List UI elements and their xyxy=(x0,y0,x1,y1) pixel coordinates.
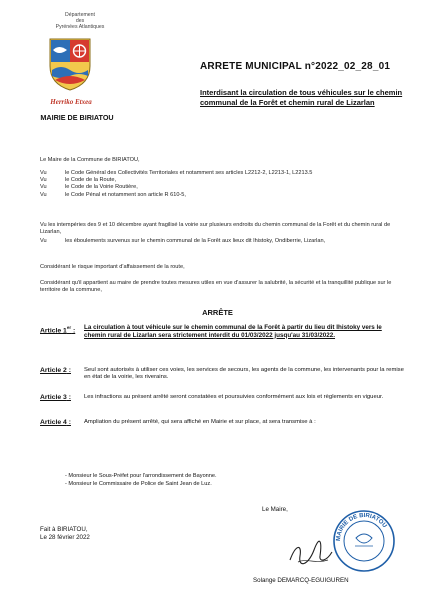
department-line-2: des xyxy=(75,18,85,24)
vu-key: Vu xyxy=(40,191,47,198)
vu-item xyxy=(40,177,405,184)
arrete-heading: ARRÊTE xyxy=(202,308,233,317)
article-4 xyxy=(40,419,405,426)
article-text: Seul sont autorisés à utiliser ces voies, les services de secours, les agents de la commune, les intervenants pour la remise en état de la voirie, les riverains. xyxy=(84,367,404,381)
article-label: Article 2 : xyxy=(40,367,71,374)
vu-key: Vu xyxy=(40,170,47,176)
article-label: Article 4 : xyxy=(40,419,71,426)
eboulements-paragraph xyxy=(40,238,405,245)
list-item: - Monsieur le Sous-Préfet pour l'arrondissement de Bayonne. xyxy=(65,473,217,479)
article-text: Les infractions au présent arrêté seront constatées et poursuivies conformément aux lois et règlements en vigueur. xyxy=(84,394,384,400)
vu-text: le Code de la Voirie Routière, xyxy=(65,184,138,191)
considerant-risk: Considérant le risque important d'affaissement de la route, xyxy=(40,264,185,270)
vu-list xyxy=(40,170,405,199)
vu-item xyxy=(40,192,405,199)
arrete-number-title: ARRETE MUNICIPAL n°2022_02_28_01 xyxy=(200,61,391,72)
coat-of-arms-logo xyxy=(47,36,93,92)
date-line: Le 28 février 2022 xyxy=(40,534,90,541)
fait-a: Fait à BIRIATOU, xyxy=(40,526,88,533)
vu-text: le Code Général des Collectivités Territoriales et notamment ses articles L2212-2, L2213-1, L2213.5 xyxy=(65,170,313,176)
article-1 xyxy=(40,324,405,339)
herriko-etxea-label: Herriko Etxea xyxy=(50,98,92,106)
eboulements-text: les éboulements survenus sur le chemin communal de la Forêt aux lieux dit Ihistoky, Ondiberrie, Lizarlan, xyxy=(65,238,326,244)
article-label: Article 1er : xyxy=(40,325,76,335)
arrete-subject: Interdisant la circulation de tous véhicules sur le chemin communal de la Forêt et chemin rural de Lizarlan xyxy=(200,88,403,107)
article-2 xyxy=(40,367,405,382)
signer-name: Solange DEMARCQ-EGUIGUREN xyxy=(253,577,349,584)
vu-item xyxy=(40,184,405,191)
article-sup: er xyxy=(66,325,72,330)
article-text: Ampliation du présent arrêté, qui sera affiché en Mairie et sur place, at sera transmise à : xyxy=(84,419,316,425)
vu-key: Vu xyxy=(40,184,47,191)
vu-item xyxy=(40,170,405,177)
list-item: - Monsieur le Commissaire de Police de Saint Jean de Luz. xyxy=(65,481,212,487)
article-3 xyxy=(40,394,405,401)
vu-key: Vu xyxy=(40,177,47,184)
department-line-3: Pyrénées Atlantiques xyxy=(55,24,105,30)
considerant-maire: Considérant qu'il appartient au maire de prendre toutes mesures utiles en vue d'assurer la salubrité, la sécurité et la tranquillité publique sur le territoire de la commune, xyxy=(40,280,392,294)
intro-line: Le Maire de la Commune de BIRIATOU, xyxy=(40,157,140,163)
article-label: Article 3 : xyxy=(40,394,71,401)
vu-text: le Code de la Route, xyxy=(65,177,116,184)
place-date xyxy=(40,526,90,542)
recipient-list xyxy=(65,472,217,488)
vu-key: Vu xyxy=(40,238,47,244)
svg-text:MAIRIE DE BIRIATOU: MAIRIE DE BIRIATOU xyxy=(335,512,388,542)
article-text: La circulation à tout véhicule sur le chemin communal de la Forêt à partir du lieu dit Ihistoky vers le chemin rural de Lizarlan sera strictement interdit du 01/03/2022 jusqu'au 31/03/2022. xyxy=(84,324,382,339)
le-maire-label: Le Maire, xyxy=(262,506,288,513)
handwritten-signature xyxy=(286,538,336,568)
mairie-stamp xyxy=(330,508,398,574)
department-label xyxy=(40,12,120,30)
mairie-label: MAIRIE DE BIRIATOU xyxy=(40,113,114,122)
intemperies-paragraph: Vu les intempéries des 9 et 10 décembre ayant fragilisé la voirie sur plusieurs endroits du chemin communal de la Forêt et du chemin rural de Lizarlan, xyxy=(40,222,391,236)
vu-text: le Code Pénal et notamment son article R 610-5, xyxy=(65,191,186,198)
department-line-1: Département xyxy=(65,12,95,18)
